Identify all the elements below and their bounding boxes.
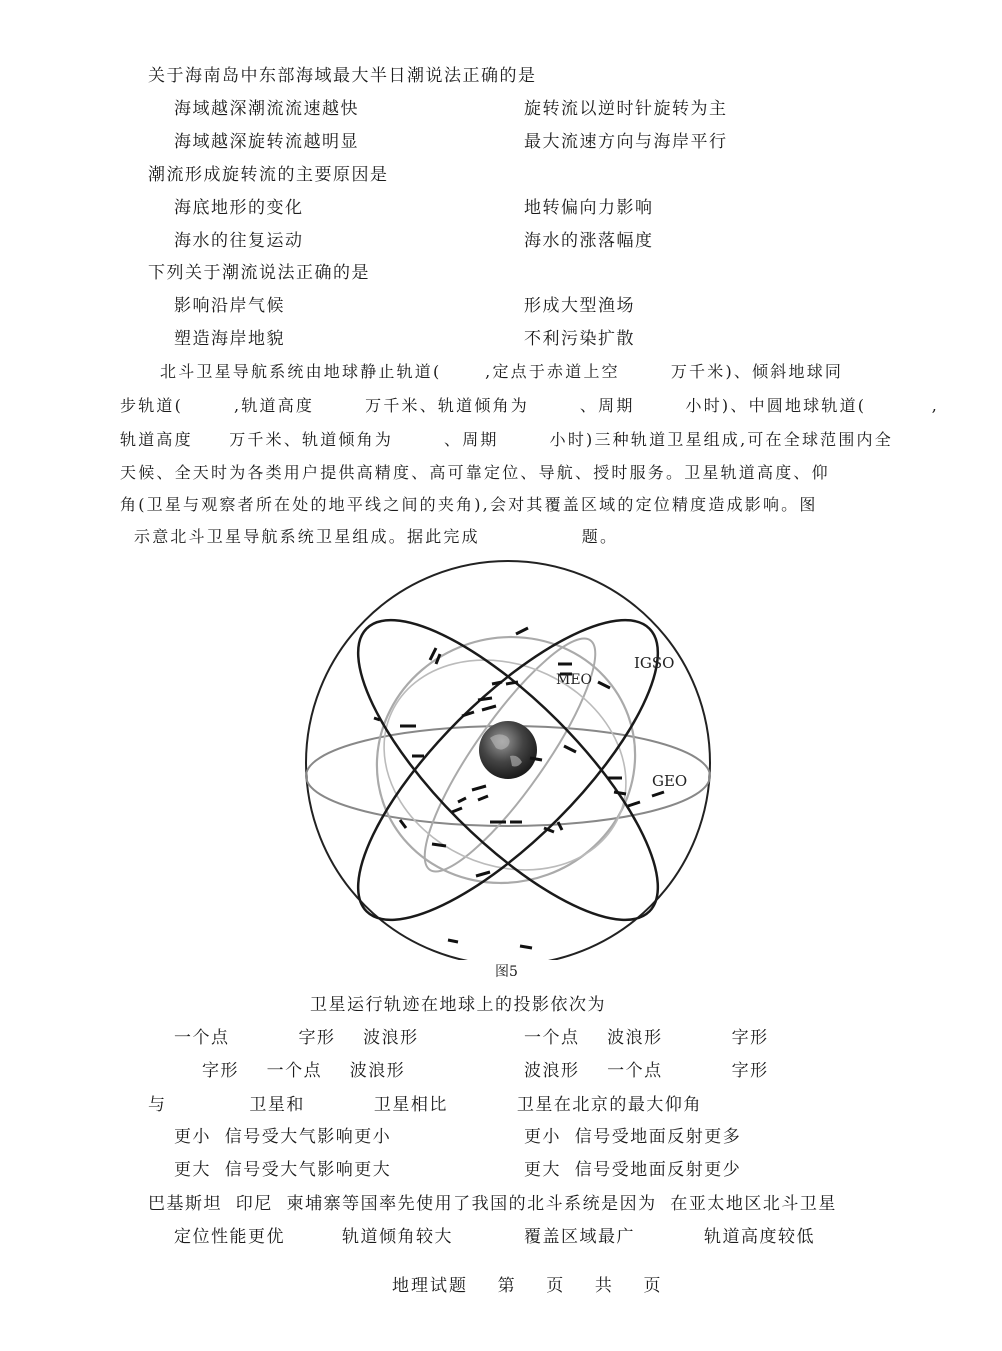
q3-stem: 下列关于潮流说法正确的是 [148,263,370,283]
q2-option-b: 地转偏向力影响 [524,198,654,218]
q1-option-c: 海域越深旋转流越明显 [174,132,359,152]
q5-option-b: 更小 信号受地面反射更多 [524,1127,742,1147]
igso-label: IGSO [634,654,675,672]
meo-label: MEO [556,672,593,688]
passage-line-1: 北斗卫星导航系统由地球静止轨道( ,定点于赤道上空 万千米)、倾斜地球同 [160,362,844,381]
q2-option-a: 海底地形的变化 [174,198,304,218]
q1-stem: 关于海南岛中东部海域最大半日潮说法正确的是 [148,66,537,86]
q6-stem: 巴基斯坦 印尼 柬埔寨等国率先使用了我国的北斗系统是因为 在亚太地区北斗卫星 [148,1194,837,1214]
q3-option-a: 影响沿岸气候 [174,296,285,316]
q5-option-d: 更大 信号受地面反射更少 [524,1160,742,1180]
q4-option-a: 一个点 字形 波浪形 [174,1028,419,1048]
q6-option-c: 覆盖区域最广 [524,1227,635,1247]
passage-line-2: 步轨道( ,轨道高度 万千米、轨道倾角为 、周期 小时)、中圆地球轨道( , [120,396,940,415]
q6-option-d: 轨道高度较低 [704,1227,815,1247]
q4-option-d: 波浪形 一个点 字形 [524,1061,769,1081]
q2-stem: 潮流形成旋转流的主要原因是 [148,165,389,185]
beidou-orbit-figure [300,560,720,960]
q4-stem: 卫星运行轨迹在地球上的投影依次为 [310,995,606,1015]
earth [479,721,537,779]
q3-option-d: 不利污染扩散 [524,329,635,349]
passage-line-3: 轨道高度 万千米、轨道倾角为 、周期 小时)三种轨道卫星组成,可在全球范围内全 [120,430,893,449]
q1-option-b: 旋转流以逆时针旋转为主 [524,99,728,119]
q3-option-b: 形成大型渔场 [524,296,635,316]
page-footer: 地理试题 第 页 共 页 [392,1276,663,1296]
satellites [374,628,664,948]
passage-line-4: 天候、全天时为各类用户提供高精度、高可靠定位、导航、授时服务。卫星轨道高度、仰 [120,463,830,482]
q6-option-b: 轨道倾角较大 [342,1227,453,1247]
passage-line-6: 示意北斗卫星导航系统卫星组成。据此完成 题。 [134,527,619,546]
q1-option-d: 最大流速方向与海岸平行 [524,132,728,152]
q4-option-c: 字形 一个点 波浪形 [202,1061,406,1081]
q1-option-a: 海域越深潮流流速越快 [174,99,359,119]
q2-option-c: 海水的往复运动 [174,231,304,251]
geo-label: GEO [652,772,688,790]
passage-line-5: 角(卫星与观察者所在处的地平线之间的夹角),会对其覆盖区域的定位精度造成影响。图 [120,495,818,514]
figure-caption: 图5 [495,964,518,980]
q6-option-a: 定位性能更优 [174,1227,285,1247]
q5-option-c: 更大 信号受大气影响更大 [174,1160,392,1180]
q5-stem: 与 卫星和 卫星相比 卫星在北京的最大仰角 [148,1095,702,1115]
q3-option-c: 塑造海岸地貌 [174,329,285,349]
q2-option-d: 海水的涨落幅度 [524,231,654,251]
orbit-diagram [300,560,720,960]
q4-option-b: 一个点 波浪形 字形 [524,1028,769,1048]
q5-option-a: 更小 信号受大气影响更小 [174,1127,392,1147]
